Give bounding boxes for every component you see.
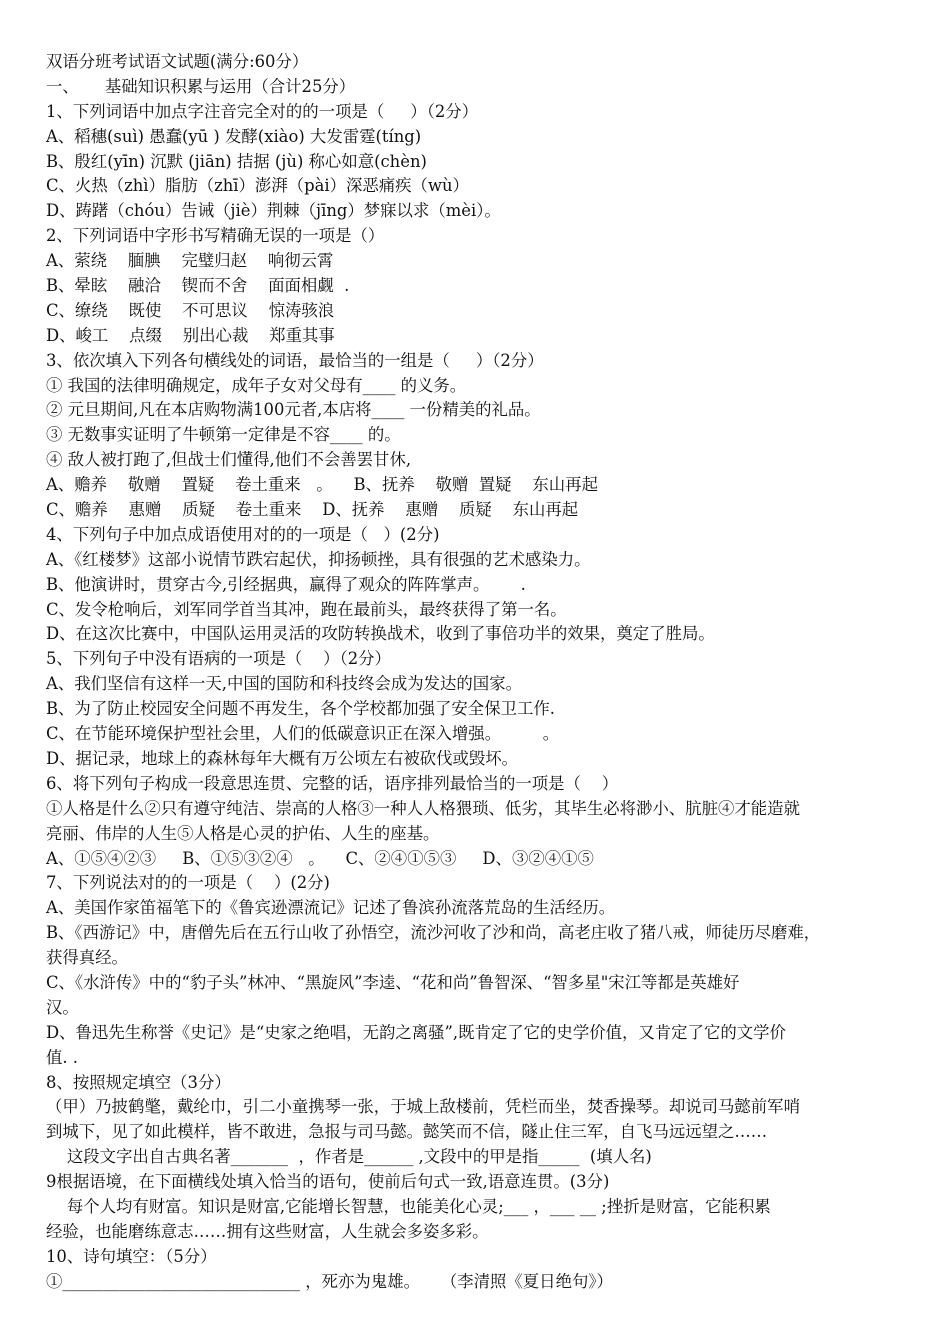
document-line: C、《水浒传》中的“豹子头”林冲、“黑旋风”李逵、“花和尚”鲁智深、“智多星"宋江等都是英雄好 bbox=[46, 972, 740, 992]
document-line: 双语分班考试语文试题(满分:60分） bbox=[46, 52, 309, 71]
document-line: A、《红楼梦》这部小说情节跌宕起伏，抑扬顿挫，具有很强的艺术感染力。 bbox=[46, 549, 591, 569]
exam-document bbox=[46, 50, 916, 1295]
document-line: ① 我国的法律明确规定，成年子女对父母有____ 的义务。 bbox=[46, 375, 467, 395]
document-line: 8、按照规定填空（3分） bbox=[46, 1072, 231, 1092]
document-line: 9根据语境，在下面横线处填入恰当的语句，使前后句式一致,语意连贯。(3分) bbox=[46, 1172, 610, 1192]
document-line: B、他演讲时，贯穿古今,引经据典，赢得了观众的阵阵掌声。 . bbox=[46, 574, 526, 594]
document-line: D、踌躇（chóu）告诫（jiè）荆棘（jīng）梦寐以求（mèi）。 bbox=[46, 201, 501, 221]
document-line: C、缭绕 既使 不可思议 惊涛骇浪 bbox=[46, 300, 335, 320]
document-line: 7、下列说法对的的一项是（ ）(2分) bbox=[46, 873, 330, 893]
document-line: 亮丽、伟岸的人生⑤人格是心灵的护佑、人生的座基。 bbox=[46, 823, 440, 843]
document-line: （甲）乃披鹤氅，戴纶巾，引二小童携琴一张，于城上敌楼前，凭栏而坐，焚香操琴。却说司马懿前军哨 bbox=[46, 1097, 800, 1117]
document-line: D、据记录，地球上的森林每年大概有万公顷左右被砍伐或毁坏。 bbox=[46, 748, 519, 768]
document-line: A、赡养 敬赠 置疑 卷土重来 。 B、抚养 敬赠 置疑 东山再起 bbox=[46, 475, 598, 495]
document-line: B、《西游记》中，唐僧先后在五行山收了孙悟空，流沙河收了沙和尚，高老庄收了猪八戒，师徒历尽磨难， bbox=[46, 923, 821, 943]
document-line: ③ 无数事实证明了牛顿第一定律是不容____ 的。 bbox=[46, 425, 401, 445]
document-line: B、晕眩 融洽 锲而不舍 面面相觑 . bbox=[46, 276, 350, 296]
document-line: 这段文字出自古典名著_______ ，作者是______ ,文段中的甲是指_____ (填人名) bbox=[46, 1147, 652, 1167]
document-line: 6、将下列句子构成一段意思连贯、完整的话，语序排列最恰当的一项是（ ） bbox=[46, 773, 619, 793]
document-line: A、萦绕 腼腆 完璧归赵 响彻云霄 bbox=[46, 251, 334, 271]
document-line: 每个人均有财富。知识是财富,它能增长智慧，也能美化心灵;___ ，___ __ ;挫折是财富，它能积累 bbox=[46, 1196, 771, 1216]
document-line: 经验，也能磨练意志……拥有这些财富，人生就会多姿多彩。 bbox=[46, 1221, 489, 1241]
document-line: 到城下，见了如此模样，皆不敢进，急报与司马懿。懿笑而不信，隧止住三军，自飞马远远望之…… bbox=[46, 1122, 768, 1142]
document-line: A、我们坚信有这样一天,中国的国防和科技终会成为发达的国家。 bbox=[46, 674, 522, 694]
document-line: 一、 基础知识积累与运用（合计25分） bbox=[46, 76, 356, 96]
document-line: A、美国作家笛福笔下的《鲁宾逊漂流记》记述了鲁滨孙流落荒岛的生活经历。 bbox=[46, 898, 616, 918]
document-line: 汉。 bbox=[46, 997, 79, 1017]
document-line: C、火热（zhì）脂肪（zhī）澎湃（pài）深恶痛疾（wù） bbox=[46, 176, 469, 196]
document-line: ② 元旦期间,凡在本店购物满100元者,本店将____ 一份精美的礼品。 bbox=[46, 400, 541, 420]
document-line: B、殷红(yīn) 沉默 (jiān) 拮据 (jù) 称心如意(chèn) bbox=[46, 151, 427, 171]
document-line: ①人格是什么②只有遵守纯洁、崇高的人格③一种人人格猥琐、低劣，其毕生必将渺小、肮脏④才能造就 bbox=[46, 798, 800, 818]
document-line: C、发令枪响后，刘军同学首当其冲，跑在最前头，最终获得了第一名。 bbox=[46, 599, 567, 619]
document-line: D、峻工 点缀 别出心裁 郑重其事 bbox=[46, 325, 335, 345]
document-line: ①_____________________________ ，死亦为鬼雄。 （李清照《夏日绝句》） bbox=[46, 1271, 613, 1291]
document-line: B、为了防止校园安全问题不再发生，各个学校都加强了安全保卫工作. bbox=[46, 699, 555, 719]
document-line: 值. . bbox=[46, 1047, 79, 1067]
document-line: C、在节能环境保护型社会里，人们的低碳意识正在深入增强。 。 bbox=[46, 724, 560, 744]
document-line: C、赡养 惠赠 质疑 卷土重来 D、抚养 惠赠 质疑 东山再起 bbox=[46, 500, 579, 520]
document-line: 3、依次填入下列各句横线处的词语，最恰当的一组是（ ）（2分） bbox=[46, 350, 544, 370]
document-line: 获得真经。 bbox=[46, 948, 128, 968]
document-line: 1、下列词语中加点字注音完全对的的一项是（ ）（2分） bbox=[46, 101, 479, 121]
document-line: 10、诗句填空：（5分） bbox=[46, 1246, 217, 1266]
document-line: D、鲁迅先生称誉《史记》是“史家之绝唱，无韵之离骚”,既肯定了它的史学价值，又肯定了它的文学价 bbox=[46, 1022, 786, 1042]
document-line: D、在这次比赛中，中国队运用灵活的攻防转换战术，收到了事倍功半的效果，奠定了胜局。 bbox=[46, 624, 715, 644]
document-line: A、①⑤④②③ B、①⑤③②④ 。 C、②④①⑤③ D、③②④①⑤ bbox=[46, 848, 594, 868]
document-line: 5、下列句子中没有语病的一项是（ ）（2分） bbox=[46, 649, 391, 669]
document-line: 4、下列句子中加点成语使用对的的一项是（ ）(2分) bbox=[46, 524, 440, 544]
document-line: ④ 敌人被打跑了,但战士们懂得,他们不会善罢甘休, bbox=[46, 450, 412, 470]
document-line: A、稻穗(suì) 愚蠢(yū ) 发酵(xiào) 大发雷霆(tíng) bbox=[46, 126, 422, 146]
document-line: 2、下列词语中字形书写精确无误的一项是（） bbox=[46, 226, 385, 246]
